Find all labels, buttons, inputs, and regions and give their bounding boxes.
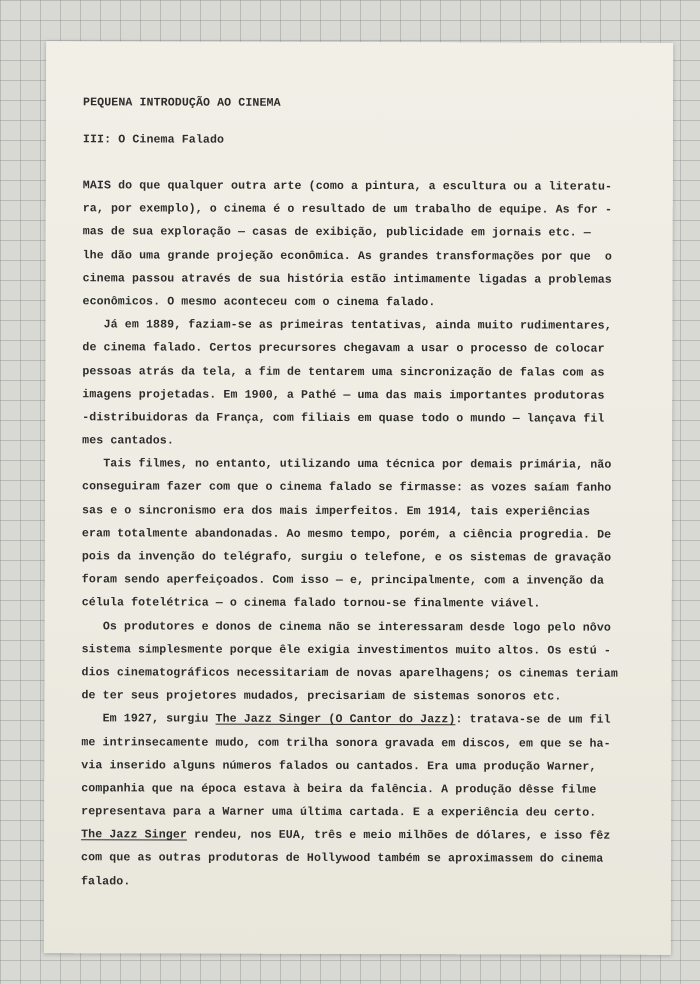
text-segment: Em 1927, surgiu [81,712,216,726]
text-segment: falado. [80,874,131,889]
text-line [83,244,643,269]
text-line [82,360,642,385]
text-line [82,568,642,593]
text-segment: sas e o sincronismo era dos mais imperfeitos. Em 1914, tais experiências [81,503,591,519]
text-line [82,592,642,617]
page-content [81,94,643,894]
text-segment: Tais filmes, no entanto, utilizando uma técnica por demais primária, não [82,457,612,472]
text-line [82,476,642,501]
text-line [81,777,641,802]
text-line [81,870,641,895]
text-line [83,221,643,246]
document-title: PEQUENA INTRODUÇÃO AO CINEMA [83,96,281,110]
text-segment: cinema passou através de sua história estão intimamente ligadas a problemas [82,272,612,287]
text-line [82,615,642,640]
text-segment: com que as outras produtoras de Hollywood também se aproximassem do cinema [81,851,604,867]
film-title-underlined: The Jazz Singer [81,828,188,842]
text-segment: de cinema falado. Certos precursores chegavam a usar o processo de colocar [82,341,605,356]
text-segment: : tratava-se de um fil [455,713,611,727]
text-segment: mes cantados. [82,434,174,448]
text-line [81,731,641,756]
text-line [81,800,641,825]
text-segment: conseguiram fazer com que o cinema falado se firmasse: as vozes saíam fanho [82,480,612,496]
text-segment: dios cinematográficos necessitariam de novas aparelhagens; os cinemas teriam [81,666,618,681]
text-segment: pessoas atrás da tela, a fim de tentarem uma sincronização de falas com as [82,364,605,380]
text-segment: rendeu, nos EUA, três e meio milhões de dólares, e isso fêz [186,828,611,843]
text-segment: me intrinsecamente mudo, com trilha sonora gravada em discos, em que se ha- [81,735,611,751]
text-segment: lhe dão uma grande projeção econômica. As grandes transformações por que o [82,248,612,264]
text-line [82,638,642,663]
text-segment: MAIS do que qualquer outra arte (como a pintura, a escultura ou a literatu- [82,179,613,194]
text-line [81,684,641,709]
text-line [82,545,642,570]
text-line [82,383,642,408]
text-line [81,708,641,733]
text-segment: ra, por exemplo), o cinema é o resultado de um trabalho de equipe. As for - [82,202,613,217]
typewritten-page [44,41,673,955]
text-segment: companhia que na época estava à beira da falência. A produção dêsse filme [81,782,597,797]
text-segment: mas de sua exploração — casas de exibição, publicidade em jornais etc. — [82,225,591,240]
text-segment: de ter seus projetores mudados, precisariam de sistemas sonoros etc. [81,689,562,704]
text-segment: via inserido alguns números falados ou cantados. Era uma produção Warner, [81,758,597,774]
text-line [81,847,641,872]
text-segment: -distribuidoras da França, com filiais em quase todo o mundo — lançava fil [82,411,605,426]
document-subtitle: III: O Cinema Falado [82,133,225,147]
body-text [81,174,643,894]
text-line [81,754,641,779]
text-segment: eram totalmente abandonadas. Ao mesmo tempo, porém, a ciência progredia. De [81,527,612,542]
text-segment: representava para a Warner uma última cartada. E a experiência deu certo. [81,805,597,820]
text-line [83,174,643,199]
text-line [82,290,642,315]
text-segment: Já em 1889, faziam-se as primeiras tentativas, ainda muito rudimentares, [82,318,612,333]
text-line [82,661,642,686]
text-segment: sistema simplesmente porque êle exigia investimentos muito altos. Os estú - [81,643,611,658]
text-line [82,453,642,478]
text-line [83,267,643,292]
text-line [82,313,642,338]
text-line [82,499,642,524]
film-title-underlined: The Jazz Singer (O Cantor do Jazz) [215,712,456,727]
text-line [81,824,641,849]
text-segment: foram sendo aperfeiçoados. Com isso — e, principalmente, com a invenção da [81,573,605,588]
text-line [83,197,643,222]
text-segment: imagens projetadas. Em 1900, a Pathé — uma das mais importantes produtoras [82,387,605,403]
text-segment: pois da invenção do telégrafo, surgiu o telefone, e os sistemas de gravação [81,550,612,565]
text-line [82,406,642,431]
text-line [82,429,642,454]
text-line [82,522,642,547]
text-segment: célula fotelétrica — o cinema falado tornou-se finalmente viável. [81,596,541,611]
text-segment: Os produtores e donos de cinema não se interessaram desde logo pelo nôvo [81,619,611,635]
text-line [82,337,642,362]
text-segment: econômicos. O mesmo aconteceu com o cinema falado. [82,295,436,310]
